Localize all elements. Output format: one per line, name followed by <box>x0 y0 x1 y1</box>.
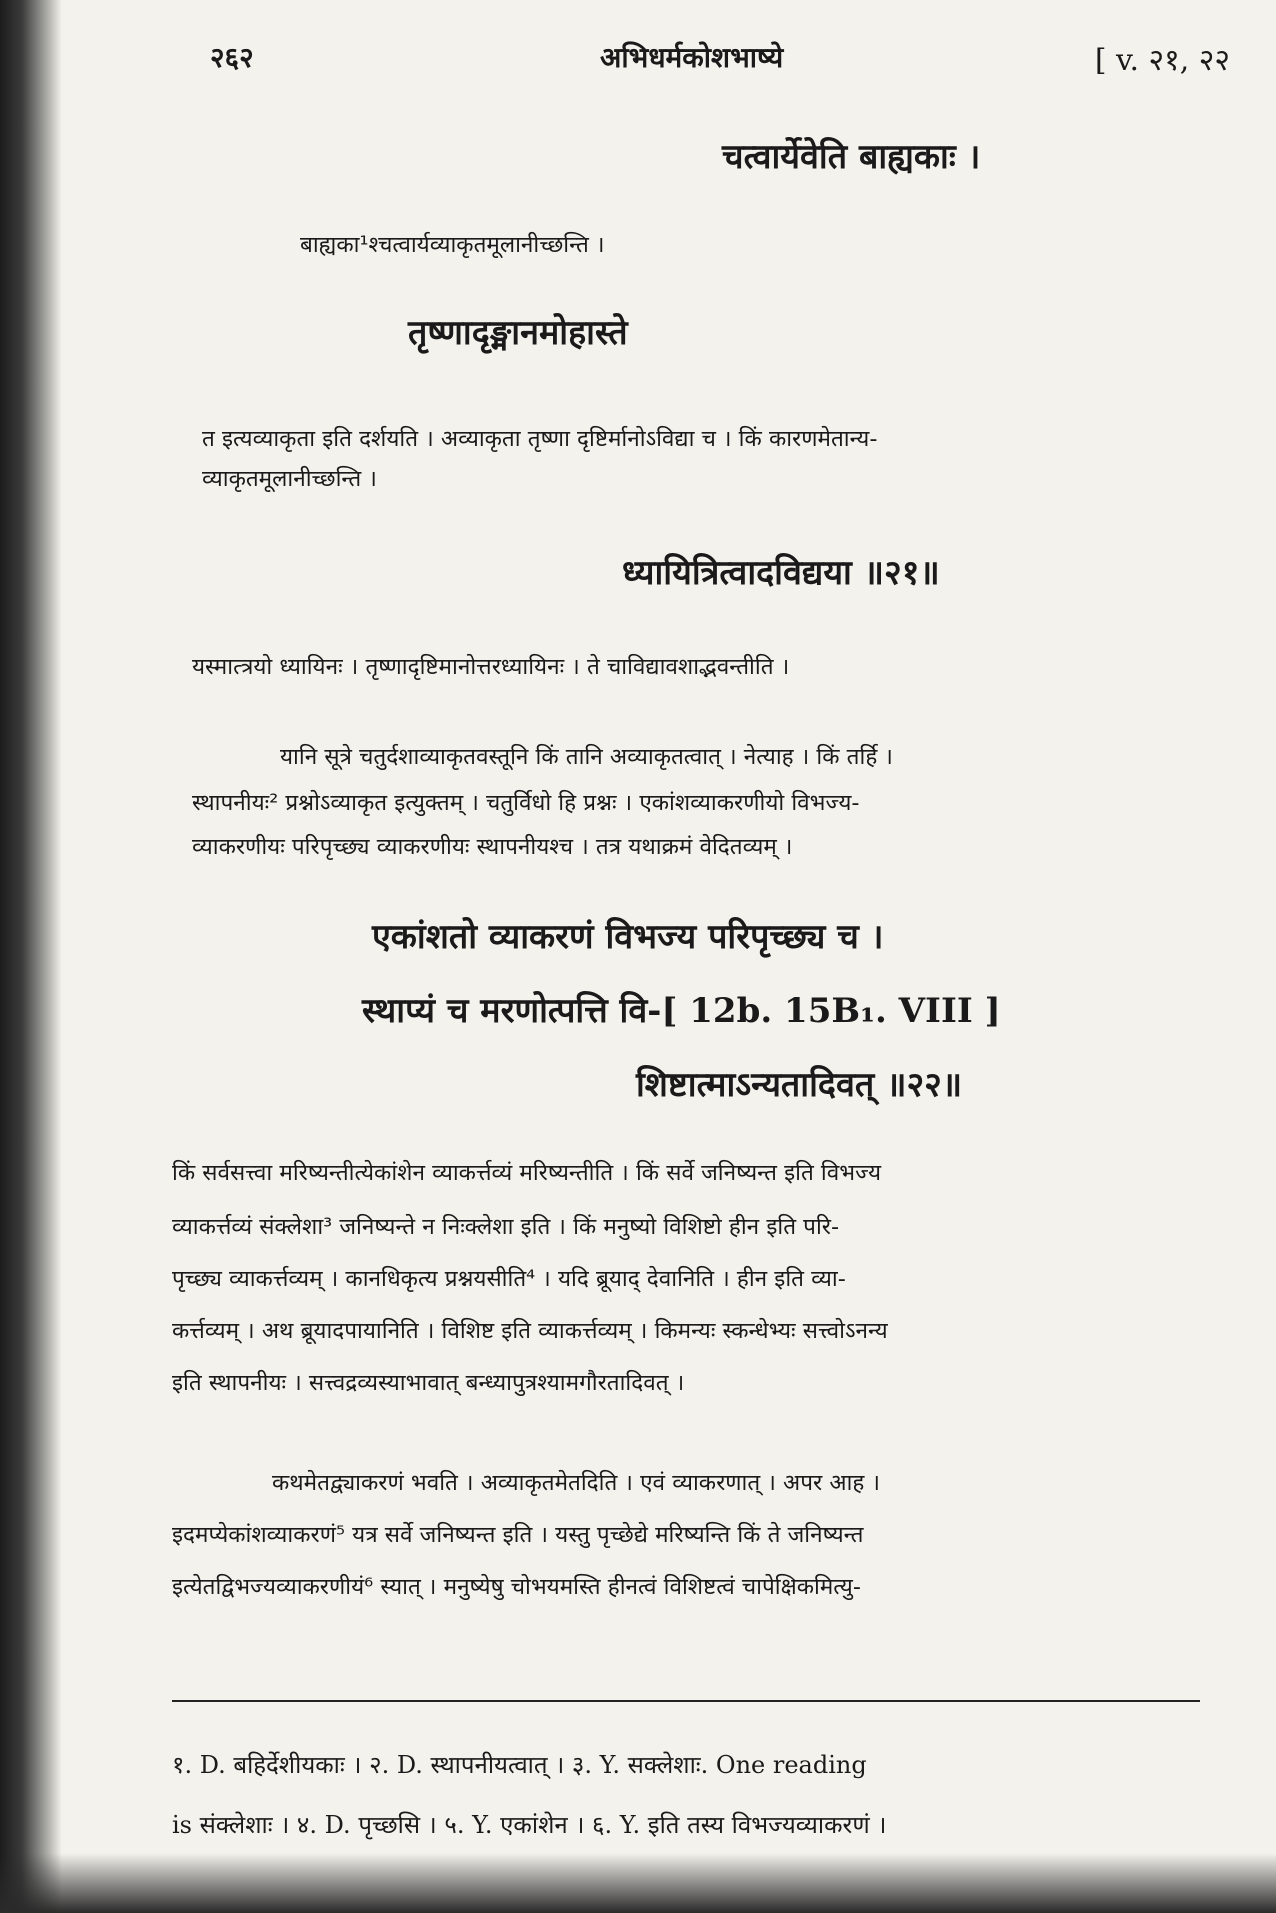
verse-reference: [ v. २१, २२ <box>1094 43 1230 78</box>
prose-line: व्याकर्त्तव्यं संक्लेशा³ जनिष्यन्ते न निःक्लेशा इति । किं मनुष्यो विशिष्टो हीन इति परि- <box>172 1214 840 1240</box>
prose-line: कथमेतद्व्याकरणं भवति । अव्याकृतमेतदिति । एवं व्याकरणात् । अपर आह । <box>272 1470 880 1496</box>
page-header <box>200 38 1230 98</box>
page-number: २६२ <box>210 41 254 74</box>
prose-line: बाह्यका¹श्चत्वार्यव्याकृतमूलानीच्छन्ति । <box>300 232 605 258</box>
prose-line: यानि सूत्रे चतुर्दशाव्याकृतवस्तूनि किं तानि अव्याकृतत्वात् । नेत्याह । किं तर्हि । <box>280 744 893 770</box>
footnote-line: is संक्लेशाः । ४. D. पृच्छसि । ५. Y. एकांशेन । ६. Y. इति तस्य विभज्यव्याकरणं । <box>172 1811 887 1839</box>
running-title: अभिधर्मकोशभाष्ये <box>600 41 784 74</box>
prose-line: इत्येतद्विभज्यव्याकरणीयं⁶ स्यात् । मनुष्येषु चोभयमस्ति हीनत्वं विशिष्टत्वं चापेक्षिकमित्यु- <box>172 1574 861 1600</box>
verse-line: एकांशतो व्याकरणं विभज्य परिपृच्छ्य च । <box>372 917 884 957</box>
book-spine-shadow <box>0 0 62 1913</box>
prose-line: व्याकृतमूलानीच्छन्ति । <box>202 466 377 492</box>
verse-line: तृष्णादृङ्मानमोहास्ते <box>408 313 628 353</box>
verse-line: स्थाप्यं च मरणोत्पत्ति वि-[ 12b. 15B₁. VIII ] <box>362 991 1001 1031</box>
footnote-line: १. D. बहिर्देशीयकाः । २. D. स्थापनीयत्वात् । ३. Y. सक्लेशाः. One reading <box>172 1751 867 1779</box>
footnote-divider <box>172 1700 1200 1702</box>
prose-line: कर्त्तव्यम् । अथ ब्रूयादपायानिति । विशिष्ट इति व्याकर्त्तव्यम् । किमन्यः स्कन्धेभ्यः सत्त्वोऽनन्य <box>172 1318 888 1344</box>
prose-line: पृच्छ्य व्याकर्त्तव्यम् । कानधिकृत्य प्रश्नयसीति⁴ । यदि ब्रूयाद् देवानिति । हीन इति व्या- <box>172 1266 846 1292</box>
prose-line: त इत्यव्याकृता इति दर्शयति । अव्याकृता तृष्णा दृष्टिर्मानोऽविद्या च । किं कारणमेतान्य- <box>202 426 878 452</box>
verse-line: ध्यायित्रित्वादविद्यया ॥२१॥ <box>622 553 940 593</box>
verse-line: शिष्टात्माऽन्यतादिवत् ॥२२॥ <box>636 1065 963 1105</box>
prose-line: इति स्थापनीयः । सत्त्वद्रव्यस्याभावात् बन्ध्यापुत्रश्यामगौरतादिवत् । <box>172 1370 685 1396</box>
prose-line: स्थापनीयः² प्रश्नोऽव्याकृत इत्युक्तम् । चतुर्विधो हि प्रश्नः । एकांशव्याकरणीयो विभज्य- <box>192 790 860 816</box>
prose-line: व्याकरणीयः परिपृच्छ्य व्याकरणीयः स्थापनीयश्च । तत्र यथाक्रमं वेदितव्यम् । <box>192 834 793 860</box>
page-edge-shadow <box>0 1853 1276 1913</box>
verse-line: चत्वार्येवेति बाह्यकाः । <box>722 137 981 177</box>
prose-line: यस्मात्त्रयो ध्यायिनः । तृष्णादृष्टिमानोत्तरध्यायिनः । ते चाविद्यावशाद्भवन्तीति । <box>192 654 790 680</box>
prose-line: इदमप्येकांशव्याकरणं⁵ यत्र सर्वे जनिष्यन्त इति । यस्तु पृच्छेद्ये मरिष्यन्ति किं ते जनिष्यन्त <box>172 1522 864 1548</box>
prose-line: किं सर्वसत्त्वा मरिष्यन्तीत्येकांशेन व्याकर्त्तव्यं मरिष्यन्तीति । किं सर्वे जनिष्यन्त इति विभज्य <box>172 1160 881 1186</box>
